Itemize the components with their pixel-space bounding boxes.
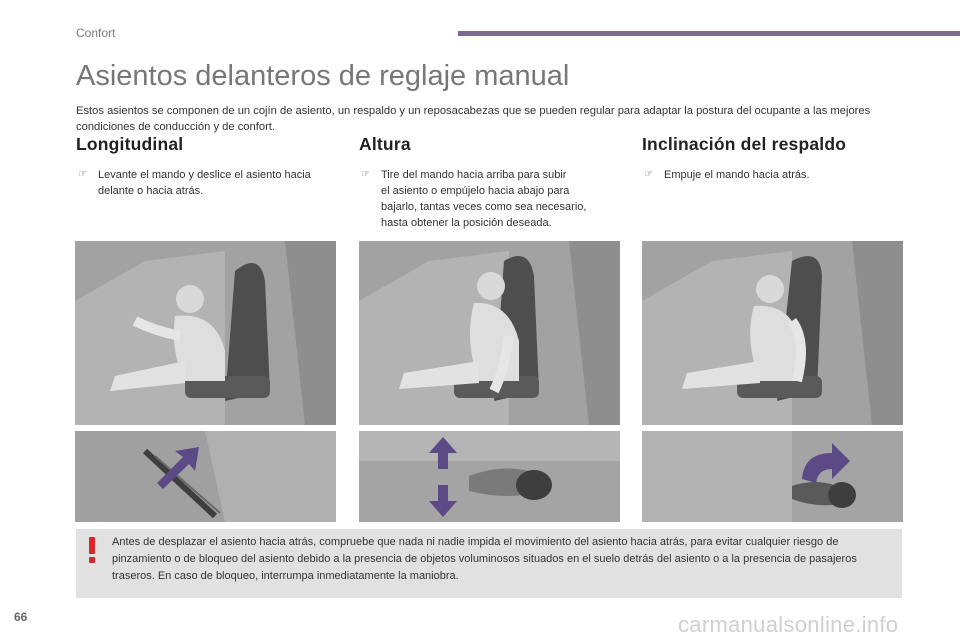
- pointing-hand-icon: ☞: [644, 169, 653, 180]
- seat-illustration-inclinacion: [642, 241, 903, 425]
- exclamation-icon: [86, 537, 98, 563]
- instruction-altura: [359, 167, 629, 231]
- page-title: Asientos delanteros de reglaje manual: [76, 60, 570, 92]
- lever-detail-altura: [359, 431, 620, 522]
- heading-inclinacion: Inclinación del respaldo: [642, 134, 847, 154]
- instruction-text: Tire del mando hacia arriba para subir el asiento o empújelo hacia abajo para bajarlo, tantas veces como sea necesario, hasta obtener la posición deseada.: [381, 169, 587, 229]
- warning-text: Antes de desplazar el asiento hacia atrás, compruebe que nada ni nadie impida el movimiento del asiento hacia atrás, para evitar cualquier riesgo de pinzamiento o de bloqueo del asiento debido a la presencia de objetos voluminosos situados en el suelo detrás del asiento o a la presencia de pasajeros traseros. En caso de bloqueo, interrumpa inmediatamente la maniobra.: [112, 536, 857, 582]
- watermark: carmanualsonline.info: [678, 612, 899, 637]
- intro-paragraph: Estos asientos se componen de un cojín de asiento, un respaldo y un reposacabezas que se pueden regular para adaptar la postura del ocupante a las mejores condiciones de conducción y de confort.: [76, 105, 871, 133]
- instruction-text: Levante el mando y deslice el asiento hacia delante o hacia atrás.: [98, 169, 311, 197]
- seat-illustration-longitudinal: [75, 241, 336, 425]
- lever-detail-inclinacion: [642, 431, 903, 522]
- column-inclinacion: [642, 134, 912, 183]
- heading-altura: Altura: [359, 134, 411, 154]
- warning-box: [76, 529, 902, 598]
- pointing-hand-icon: ☞: [361, 169, 370, 180]
- header-accent-bar: [458, 31, 960, 36]
- page-number: 66: [14, 610, 28, 624]
- pointing-hand-icon: ☞: [78, 169, 87, 180]
- seat-illustration-altura: [359, 241, 620, 425]
- section-label: Confort: [76, 26, 116, 40]
- instruction-inclinacion: [642, 167, 912, 183]
- lever-detail-longitudinal: [75, 431, 336, 522]
- instruction-text: Empuje el mando hacia atrás.: [664, 169, 810, 181]
- column-longitudinal: [76, 134, 346, 199]
- column-altura: [359, 134, 629, 231]
- instruction-longitudinal: [76, 167, 346, 199]
- heading-longitudinal: Longitudinal: [76, 134, 184, 154]
